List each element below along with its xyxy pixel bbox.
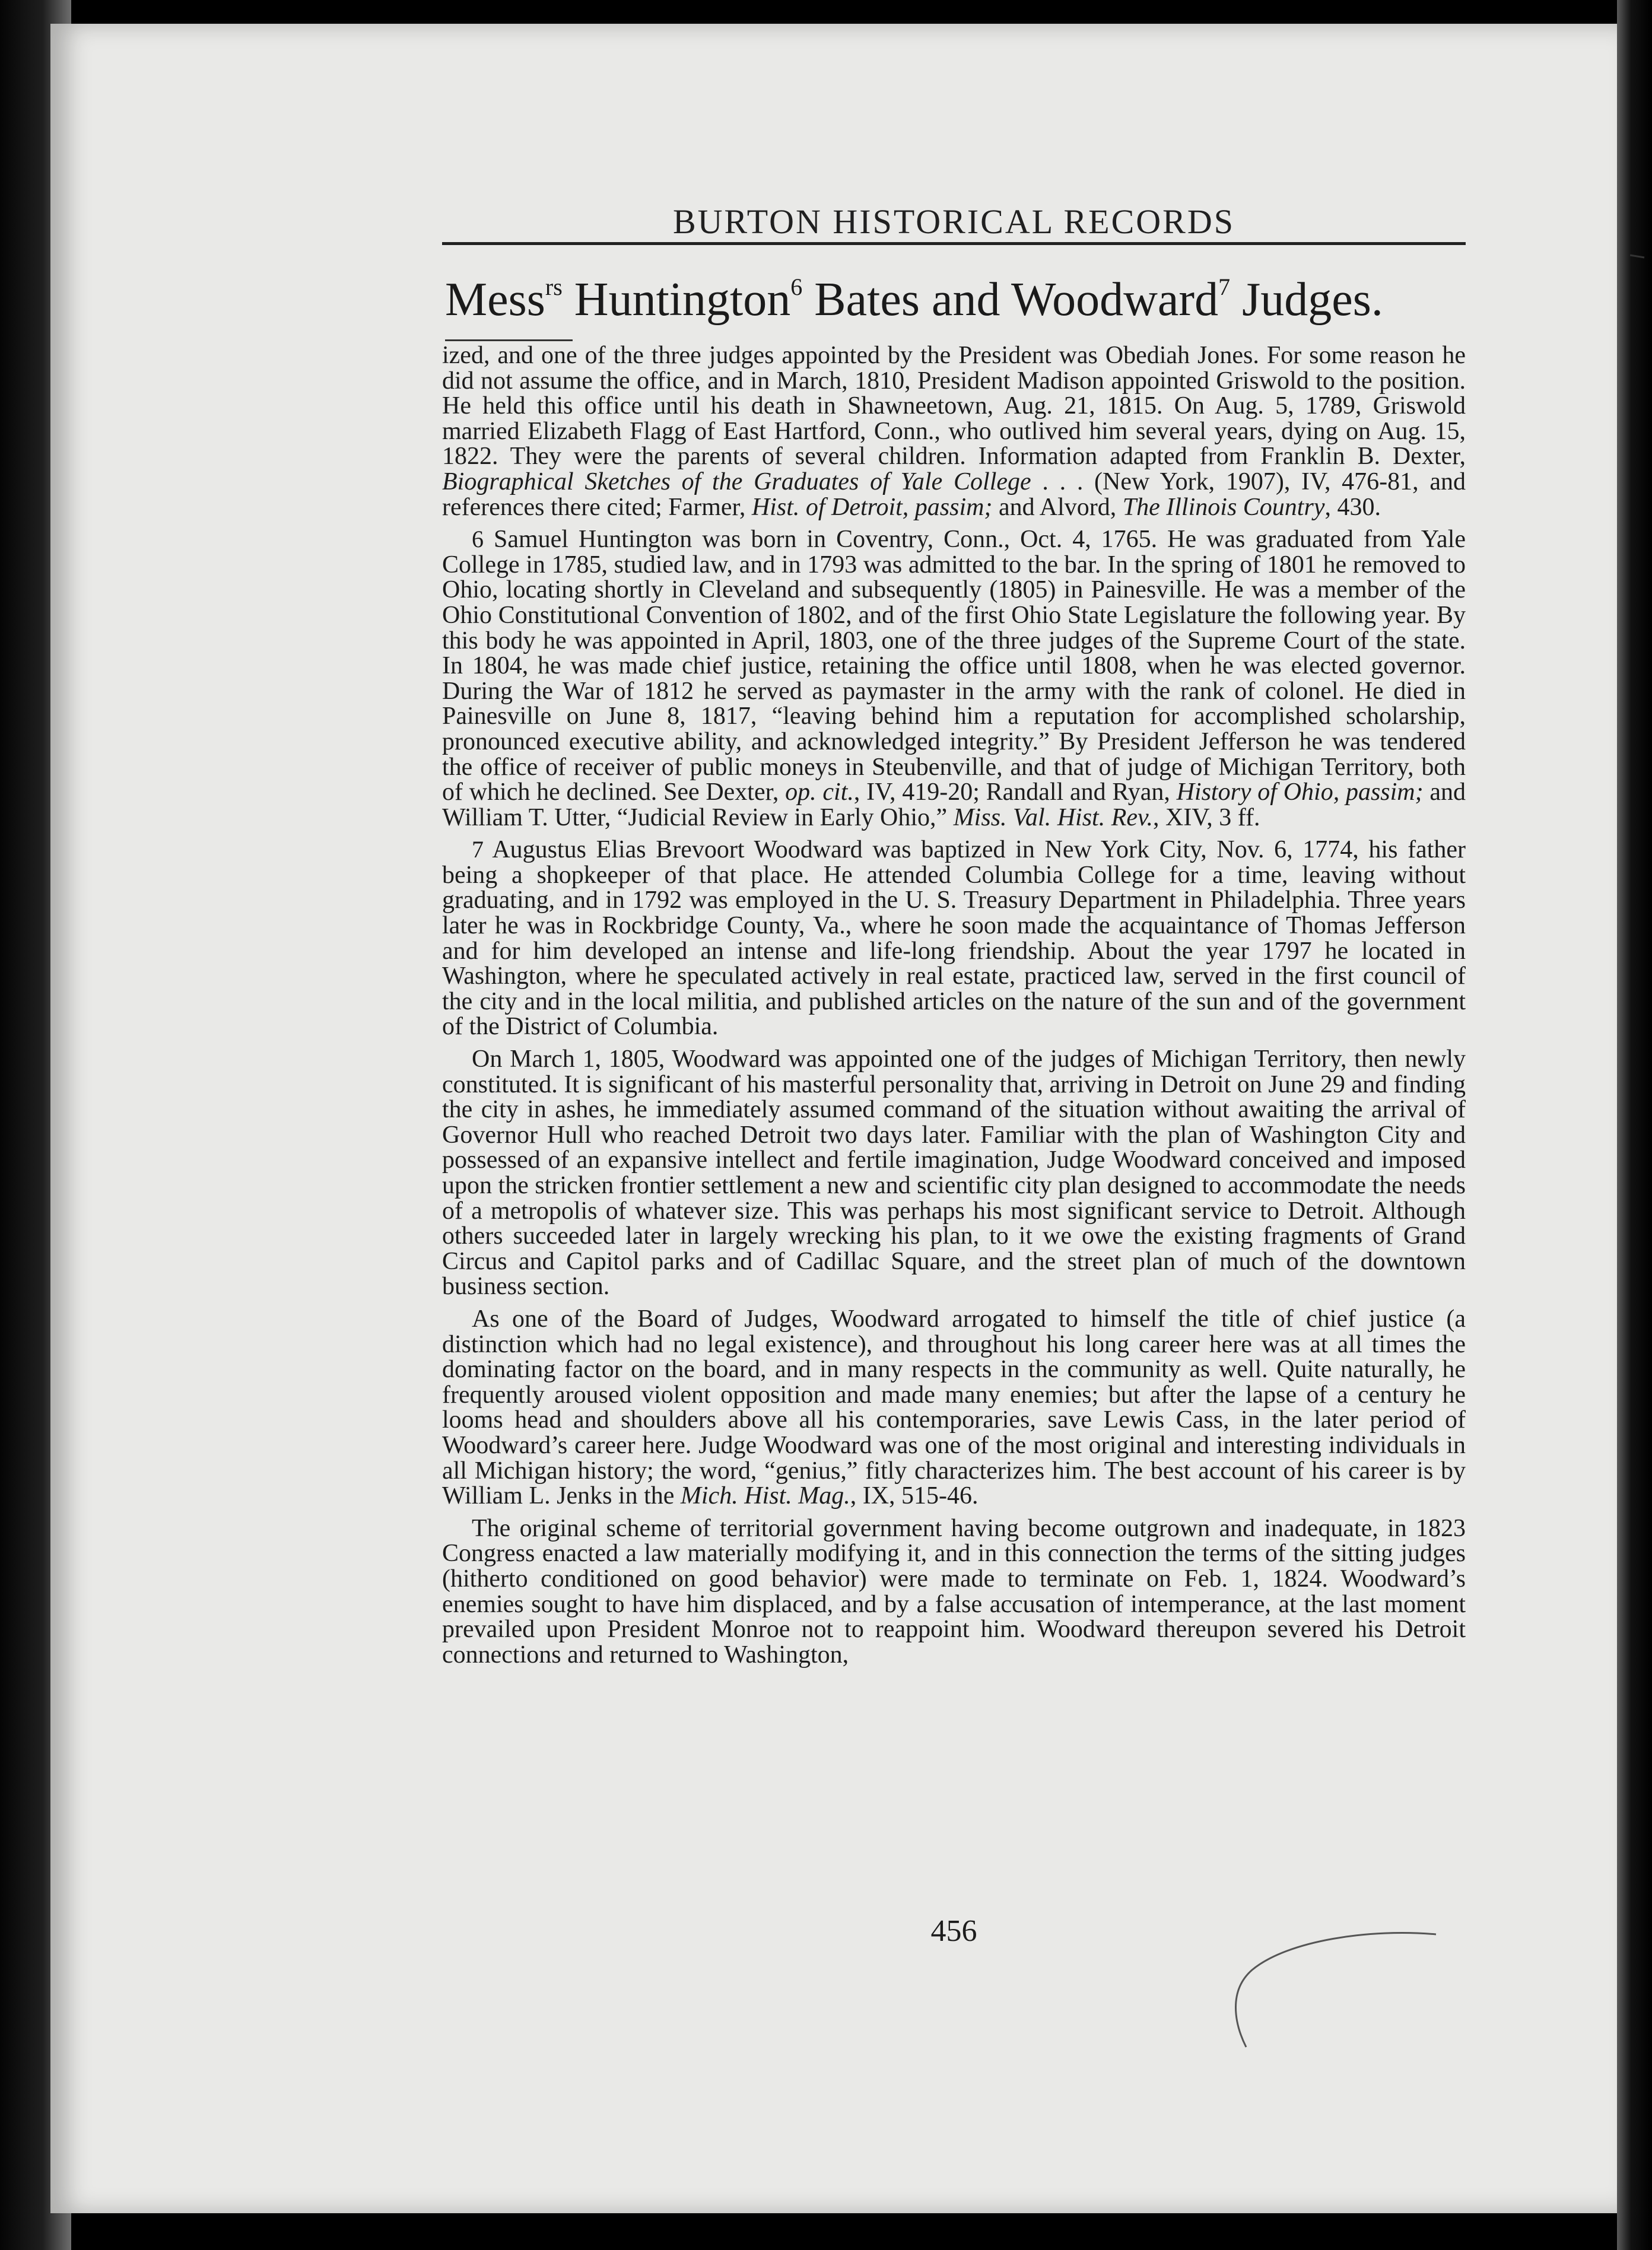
footnotes-body	[442, 332, 1466, 1674]
title-note-ref-7: 7	[1218, 274, 1231, 301]
page-number: 456	[930, 1914, 977, 1948]
title-name-huntington: Huntington	[562, 274, 791, 326]
running-header: BURTON HISTORICAL RECORDS	[672, 202, 1235, 241]
title-middle: Bates and Woodward	[802, 274, 1219, 326]
footnote-7-paragraph-4: The original scheme of territorial government having become outgrown and inadequate, in 1823 Congress enacted a law materially modifying it, and in this connection the terms of the sitting judges (hitherto conditioned on good behavior) were made to terminate on Feb. 1, 1824. Woodward’s enemies sought to have him displaced, and by a false accusation of intemperance, at the last moment prevailed upon President Monroe not to reappoint him. Woodward thereupon severed his Detroit connections and returned to Washington,	[442, 1514, 1466, 1669]
pen-scribble-mark	[1216, 1922, 1442, 2053]
footnote-7-paragraph-1: 7 Augustus Elias Brevoort Woodward was baptized in New York City, Nov. 6, 1774, his father being a shopkeeper of that place. He attended Columbia College for a time, leaving without graduating, and in 1792 was employed in the U. S. Treasury Department in Philadelphia. Three years later he was in Rockbridge County, Va., where he soon made the acquaintance of Thomas Jefferson and for him developed an intense and life-long friendship. About the year 1797 he located in Washington, where he speculated actively in real estate, practiced law, served in the first council of the city and in the local militia, and published articles on the nature of the sun and of the government of the District of Columbia.	[442, 836, 1466, 1041]
title-end: Judges.	[1230, 274, 1383, 326]
footnote-continuation: ized, and one of the three judges appointed by the President was Obediah Jones. For some reason he did not assume the office, and in March, 1810, President Madison appointed Griswold to the position. He held this office until his death in Shawneetown, Aug. 21, 1815. On Aug. 5, 1789, Griswold married Elizabeth Flagg of East Hartford, Conn., who outlived him several years, dying on Aug. 15, 1822. They were the parents of several children. Information adapted from Franklin B. Dexter, Biographical Sketches of the Graduates of Yale College . . . (New York, 1907), IV, 476-81, and references there cited; Farmer, Hist. of Detroit, passim; and Alvord, The Illinois Country, 430.	[442, 342, 1466, 521]
article-title	[445, 270, 1466, 329]
footnote-7-paragraph-2: On March 1, 1805, Woodward was appointed one of the judges of Michigan Territory, then newly constituted. It is significant of his masterful personality that, arriving in Detroit on June 29 and finding the city in ashes, he immediately assumed command of the situation without awaiting the arrival of Governor Hull who reached Detroit two days later. Familiar with the plan of Washington City and possessed of an expansive intellect and fertile imagination, Judge Woodward conceived and imposed upon the stricken frontier settlement a new and scientific city plan designed to accommodate the needs of a metropolis of whatever size. This was perhaps his most significant service to Detroit. Although others succeeded later in largely wrecking his plan, to it we owe the existing fragments of Grand Circus and Capitol parks and of Cadillac Square, and the street plan of much of the downtown business section.	[442, 1045, 1466, 1301]
margin-tick-mark	[1629, 249, 1647, 267]
title-prefix-superscript: rs	[545, 274, 563, 301]
footnote-7-number: 7	[472, 836, 484, 863]
footnote-6: 6 Samuel Huntington was born in Coventry, Conn., Oct. 4, 1765. He was graduated from Yale College in 1785, studied law, and in 1793 was admitted to the bar. In the spring of 1801 he removed to Ohio, locating shortly in Cleveland and subsequently (1805) in Painesville. He was a member of the Ohio Constitutional Convention of 1802, and of the first Ohio State Legislature the following year. By this body he was appointed in April, 1803, one of the three judges of the Supreme Court of the state. In 1804, he was made chief justice, retaining the office until 1808, when he was elected governor. During the War of 1812 he served as paymaster in the army with the rank of colonel. He died in Painesville on June 8, 1817, “leaving behind him a reputation for accomplished scholarship, pronounced executive ability, and acknowledged integrity.” By President Jefferson he was tendered the office of receiver of public moneys in Steubenville, and that of judge of Michigan Territory, both of which he declined. See Dexter, op. cit., IV, 419-20; Randall and Ryan, History of Ohio, passim; and William T. Utter, “Judicial Review in Early Ohio,” Miss. Val. Hist. Rev., XIV, 3 ff.	[442, 526, 1466, 831]
footnote-6-number: 6	[472, 526, 484, 553]
title-prefix: Mess	[445, 274, 545, 326]
title-note-ref-6: 6	[790, 274, 803, 301]
header-rule	[442, 242, 1466, 245]
footnote-7-paragraph-3: As one of the Board of Judges, Woodward arrogated to himself the title of chief justice (a distinction which had no legal existence), and throughout his long career here was at all times the dominating factor on the board, and in many respects in the community as well. Quite naturally, he frequently aroused violent opposition and made many enemies; but after the lapse of a century he looms head and shoulders above all his contemporaries, save Lewis Cass, in the later period of Woodward’s career here. Judge Woodward was one of the most original and interesting individuals in all Michigan history; the word, “genius,” fitly characterizes him. The best account of his career is by William L. Jenks in the Mich. Hist. Mag., IX, 515-46.	[442, 1305, 1466, 1510]
scan-edge-right	[1617, 0, 1652, 2250]
